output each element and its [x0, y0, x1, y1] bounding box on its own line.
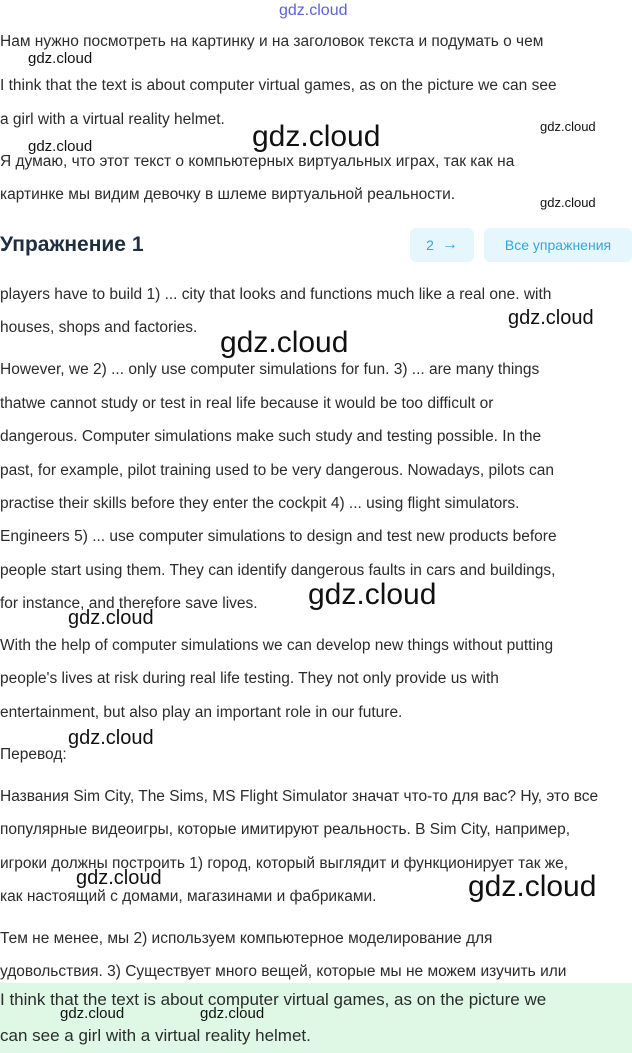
text-line: for instance, and therefore save lives. [0, 595, 258, 612]
watermark: gdz.cloud [252, 120, 381, 153]
text-line: Названия Sim City, The Sims, MS Flight Simulator значат что-то для вас? Ну, это все [0, 788, 599, 805]
text-line: houses, shops and factories. [0, 319, 198, 336]
watermark: gdz.cloud [308, 578, 437, 611]
exercise-title: Упражнение 1 [0, 233, 144, 256]
text-line: игроки должны построить 1) город, который выглядит и функционирует так же, [0, 855, 569, 872]
text-line: как настоящий с домами, магазинами и фабриками. [0, 888, 377, 905]
translation-label: Перевод: [0, 746, 67, 763]
watermark: gdz.cloud [200, 1005, 265, 1022]
next-exercise-button[interactable] [410, 228, 474, 262]
text-line: players have to build 1) ... city that looks and functions much like a real one. with [0, 286, 552, 303]
text-line: However, we 2) ... only use computer simulations for fun. 3) ... are many things [0, 361, 540, 378]
highlight-line: can see a girl with a virtual reality helmet. [0, 1026, 311, 1045]
site-brand-logo[interactable]: gdz.cloud [279, 2, 348, 19]
text-line: Тем не менее, мы 2) используем компьютерное моделирование для [0, 930, 493, 947]
intro-en-line: a girl with a virtual reality helmet. [0, 111, 225, 128]
text-line: entertainment, but also play an important role in our future. [0, 704, 403, 721]
watermark: gdz.cloud [540, 195, 596, 210]
watermark: gdz.cloud [540, 119, 596, 134]
watermark: gdz.cloud [68, 727, 154, 749]
text-line: practise their skills before they enter the cockpit 4) ... using flight simulators. [0, 495, 520, 512]
text-line: Engineers 5) ... use computer simulations to design and test new products before [0, 528, 557, 545]
watermark: gdz.cloud [28, 50, 93, 67]
text-line: удовольствия. 3) Существует много вещей, которые мы не можем изучить или [0, 963, 567, 980]
all-exercises-button[interactable]: Все упражнения [484, 228, 632, 262]
intro-ru-line: Я думаю, что этот текст о компьютерных виртуальных играх, так как на [0, 153, 515, 170]
intro-line: Нам нужно посмотреть на картинку и на заголовок текста и подумать о чем [0, 33, 544, 50]
watermark: gdz.cloud [508, 307, 594, 329]
text-line: With the help of computer simulations we can develop new things without putting [0, 637, 554, 654]
text-line: thatwe cannot study or test in real life because it would be too difficult or [0, 395, 494, 412]
watermark: gdz.cloud [468, 870, 597, 903]
intro-ru-line: картинке мы видим девочку в шлеме виртуальной реальности. [0, 186, 456, 203]
watermark: gdz.cloud [60, 1005, 125, 1022]
text-line: популярные видеоигры, которые имитируют реальность. В Sim City, например, [0, 821, 571, 838]
text-line: people start using them. They can identify dangerous faults in cars and buildings, [0, 562, 556, 579]
text-line: past, for example, pilot training used to be very dangerous. Nowadays, pilots can [0, 462, 555, 479]
watermark: gdz.cloud [76, 867, 162, 889]
text-line: dangerous. Computer simulations make such study and testing possible. In the [0, 428, 542, 445]
watermark: gdz.cloud [220, 326, 349, 359]
watermark: gdz.cloud [68, 607, 154, 629]
arrow-right-icon: → [441, 236, 458, 253]
watermark: gdz.cloud [28, 138, 93, 155]
intro-en-line: I think that the text is about computer virtual games, as on the picture we can see [0, 77, 557, 94]
highlight-line: I think that the text is about computer virtual games, as on the picture we [0, 990, 547, 1009]
text-line: people's lives at risk during real life testing. They not only provide us with [0, 670, 499, 687]
next-exercise-label: 2 [426, 237, 434, 253]
